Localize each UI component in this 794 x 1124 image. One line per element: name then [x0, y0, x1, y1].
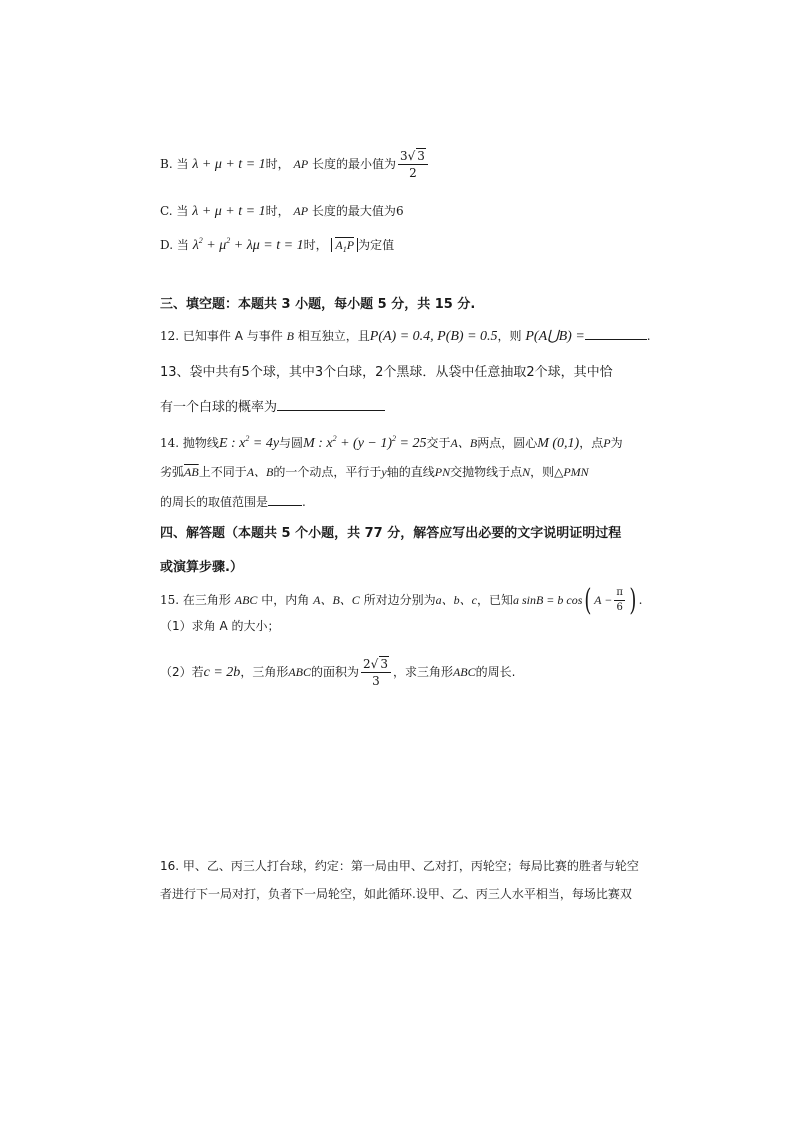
- condition-expr: $\lambda^2 + \mu^2 + \lambda\mu = t = 1$: [192, 236, 304, 253]
- answer-blank[interactable]: [268, 505, 302, 506]
- condition-expr: λ + μ + t = 1: [192, 204, 266, 219]
- section-4-heading-line-1: 四、解答题（本题共 5 个小题，共 77 分，解答应写出必要的文字说明证明过程: [160, 526, 622, 541]
- question-13-line-1: 13、袋中共有5个球，其中3个白球，2个黑球．从袋中任意抽取2个球，其中恰: [160, 365, 613, 380]
- question-13-line-2: 有一个白球的概率为: [160, 401, 385, 414]
- section-3-heading: 三、填空题：本题共 3 小题，每小题 5 分，共 15 分.: [160, 297, 476, 312]
- option-b: B. 当 λ + μ + t = 1时， AP 长度的最小值为 $\frac{3√ 3}{2}$: [160, 150, 430, 179]
- section-4-heading-line-2: 或演算步骤.）: [160, 560, 243, 575]
- question-12: 12. 已知事件 A 与事件 B 相互独立，且P(A) = 0.4, P(B) = 0.5，则 P(A⋃B) = .: [160, 329, 651, 344]
- question-16-line-2: 者进行下一局对打，负者下一局轮空，如此循环.设甲、乙、丙三人水平相当，每场比赛双: [160, 887, 632, 901]
- option-label: C.: [160, 204, 173, 218]
- question-16-line-1: 16. 甲、乙、丙三人打台球，约定：第一局由甲、乙对打，丙轮空；每局比赛的胜者与轮空: [160, 859, 639, 873]
- answer-blank[interactable]: [277, 410, 385, 411]
- option-d: D. 当 $\lambda^2 + \mu^2 + \lambda\mu = t = 1$时， $A_1P$ 为定值: [160, 236, 395, 254]
- question-14-line-3: 的周长的取值范围是 .: [160, 495, 306, 509]
- segment-ap: AP: [293, 204, 309, 218]
- segment-ap: AP: [293, 157, 309, 171]
- answer-blank[interactable]: [585, 339, 647, 340]
- condition-expr: λ + μ + t = 1: [192, 157, 266, 172]
- question-14-line-1: 14. 抛物线E : $x^2 = 4y$与圆M : $x^2 + (y - 1)^2 = 25$交于A、B两点，圆心M (0,1)，点P为: [160, 434, 623, 451]
- question-15: 15. 在三角形 ABC 中，内角 A、B、C 所对边分别为a、b、c，已知a sinB = b cos( A − $\frac{\pi}{6}$ ) .: [160, 582, 643, 618]
- vector-magnitude: $A_1P$: [331, 238, 358, 252]
- option-label: D.: [160, 238, 174, 252]
- question-14-line-2: 劣弧$\overline{AB}$上不同于A、B的一个动点，平行于y轴的直线PN交抛物线于点N，则△PMN: [160, 465, 589, 479]
- fraction-3sqrt3-over-2: $\frac{3√ 3}{2}$: [398, 150, 428, 179]
- option-label: B.: [160, 157, 173, 171]
- question-15-part-1: （1）求角 A 的大小；: [160, 619, 280, 633]
- fraction-pi-over-6: $\frac{\pi}{6}$: [616, 587, 623, 613]
- question-15-part-2: （2）若c = 2b，三角形ABC的面积为 $\frac{2√ 3}{3}$ ，求三角形ABC的周长.: [160, 657, 516, 688]
- fraction-2sqrt3-over-3: $\frac{2√ 3}{3}$: [361, 658, 391, 687]
- option-c: C. 当 λ + μ + t = 1时， AP 长度的最大值为6: [160, 204, 404, 219]
